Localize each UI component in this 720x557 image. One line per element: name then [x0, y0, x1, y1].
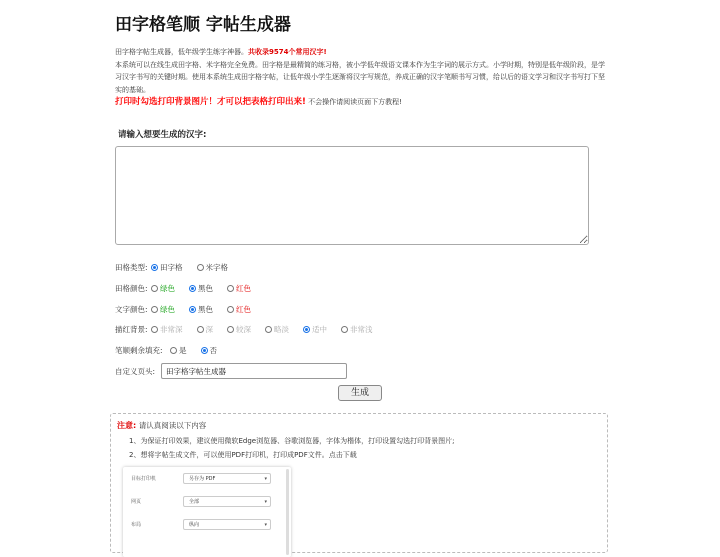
pdf-select-pages: 全部 ▾ — [183, 496, 271, 507]
hanzi-input[interactable] — [115, 146, 589, 245]
intro-line1-prefix: 田字格字帖生成器，低年级学生练字神器。 — [115, 48, 248, 56]
notice-title: 注意: — [117, 421, 137, 430]
text-color-green[interactable]: 绿色 — [151, 304, 175, 315]
generate-button[interactable]: 生成 — [338, 385, 382, 401]
pdf-row-label-pages: 网页 — [131, 499, 142, 505]
radio-icon[interactable] — [151, 264, 158, 271]
notice-box — [110, 413, 608, 553]
notice-item-1: 1、为保证打印效果，建议使用微软Edge浏览器、谷歌浏览器，字体为楷体，打印设置勾选打印背景图片; — [129, 437, 455, 445]
trace-bg-very-light[interactable]: 非常浅 — [341, 324, 373, 335]
grid-type-row — [115, 262, 242, 273]
grid-type-tian[interactable]: 田字格 — [151, 262, 183, 273]
grid-type-label: 田格类型: — [115, 263, 148, 272]
text-color-black[interactable]: 黑色 — [189, 304, 213, 315]
notice-item-2: 2、想将字帖生成文件，可以使用PDF打印机，打印成PDF文件。点击下载 — [129, 451, 357, 459]
input-label: 请输入想要生成的汉字: — [118, 130, 207, 140]
intro-highlight: 共收录9574个常用汉字! — [248, 48, 327, 56]
grid-color-green[interactable]: 绿色 — [151, 283, 175, 294]
radio-icon[interactable] — [170, 347, 177, 354]
fill-rest-row — [115, 345, 231, 356]
radio-icon[interactable] — [151, 285, 158, 292]
pdf-scrollbar — [286, 469, 289, 555]
grid-color-red[interactable]: 红色 — [227, 283, 251, 294]
radio-icon[interactable] — [265, 326, 272, 333]
intro-print-line — [115, 96, 610, 109]
tutorial-hint: 不会操作请阅读页面下方教程! — [308, 98, 402, 106]
grid-color-black[interactable]: 黑色 — [189, 283, 213, 294]
pdf-row-label-printer: 目标打印机 — [131, 476, 157, 482]
chevron-down-icon: ▾ — [264, 476, 267, 482]
trace-bg-light[interactable]: 略淡 — [265, 324, 289, 335]
header-row — [115, 363, 347, 379]
print-warning: 打印时勾选打印背景图片！才可以把表格打印出来! — [115, 97, 306, 107]
pdf-select-printer: 另存为 PDF ▾ — [183, 473, 271, 484]
text-color-label: 文字颜色: — [115, 305, 148, 314]
pdf-print-dialog-image — [123, 467, 291, 557]
fill-rest-label: 笔顺剩余填充: — [115, 346, 163, 355]
grid-type-mi[interactable]: 米字格 — [197, 262, 229, 273]
radio-icon[interactable] — [197, 326, 204, 333]
chevron-down-icon: ▾ — [264, 499, 267, 505]
radio-icon[interactable] — [189, 285, 196, 292]
trace-bg-medium[interactable]: 适中 — [303, 324, 327, 335]
trace-bg-very-dark[interactable]: 非常深 — [151, 324, 183, 335]
trace-bg-row — [115, 324, 387, 335]
grid-color-label: 田格颜色: — [115, 284, 148, 293]
trace-bg-label: 描红背景: — [115, 325, 148, 334]
radio-icon[interactable] — [303, 326, 310, 333]
fill-rest-no[interactable]: 否 — [201, 345, 218, 356]
header-label: 自定义页头: — [115, 366, 156, 376]
notice-subtitle: 请认真阅读以下内容 — [138, 421, 207, 430]
intro-line1 — [115, 46, 610, 59]
radio-icon[interactable] — [227, 285, 234, 292]
intro-para2: 本系统可以在线生成田字格、米字格完全免费。田字格是最精简的练习格，被小学低年级语文课本作为生字词的展示方式。小学时期，特别是低年级阶段，是学习汉字书写的关键时期。使用本系统生成田字格字帖，让低年级小学生逐渐将汉字写规范，养成正确的汉字笔顺书写习惯，给以后的语文学习和汉字书写打下坚实的基础。 — [115, 60, 605, 94]
pdf-row-label-layout: 布局 — [131, 522, 142, 528]
radio-icon[interactable] — [189, 306, 196, 313]
text-color-row — [115, 304, 265, 315]
pdf-select-layout: 纵向 ▾ — [183, 519, 271, 530]
radio-icon[interactable] — [227, 306, 234, 313]
page-title: 田字格笔顺 字帖生成器 — [115, 15, 291, 35]
radio-icon[interactable] — [201, 347, 208, 354]
text-color-red[interactable]: 红色 — [227, 304, 251, 315]
radio-icon[interactable] — [151, 306, 158, 313]
radio-icon[interactable] — [227, 326, 234, 333]
radio-icon[interactable] — [197, 264, 204, 271]
chevron-down-icon: ▾ — [264, 522, 267, 528]
trace-bg-darker[interactable]: 较深 — [227, 324, 251, 335]
fill-rest-yes[interactable]: 是 — [170, 345, 187, 356]
radio-icon[interactable] — [341, 326, 348, 333]
grid-color-row — [115, 283, 265, 294]
header-input[interactable] — [161, 363, 347, 379]
radio-icon[interactable] — [151, 326, 158, 333]
intro-text — [115, 46, 610, 109]
trace-bg-dark[interactable]: 深 — [197, 324, 214, 335]
notice-title-line — [117, 420, 206, 431]
